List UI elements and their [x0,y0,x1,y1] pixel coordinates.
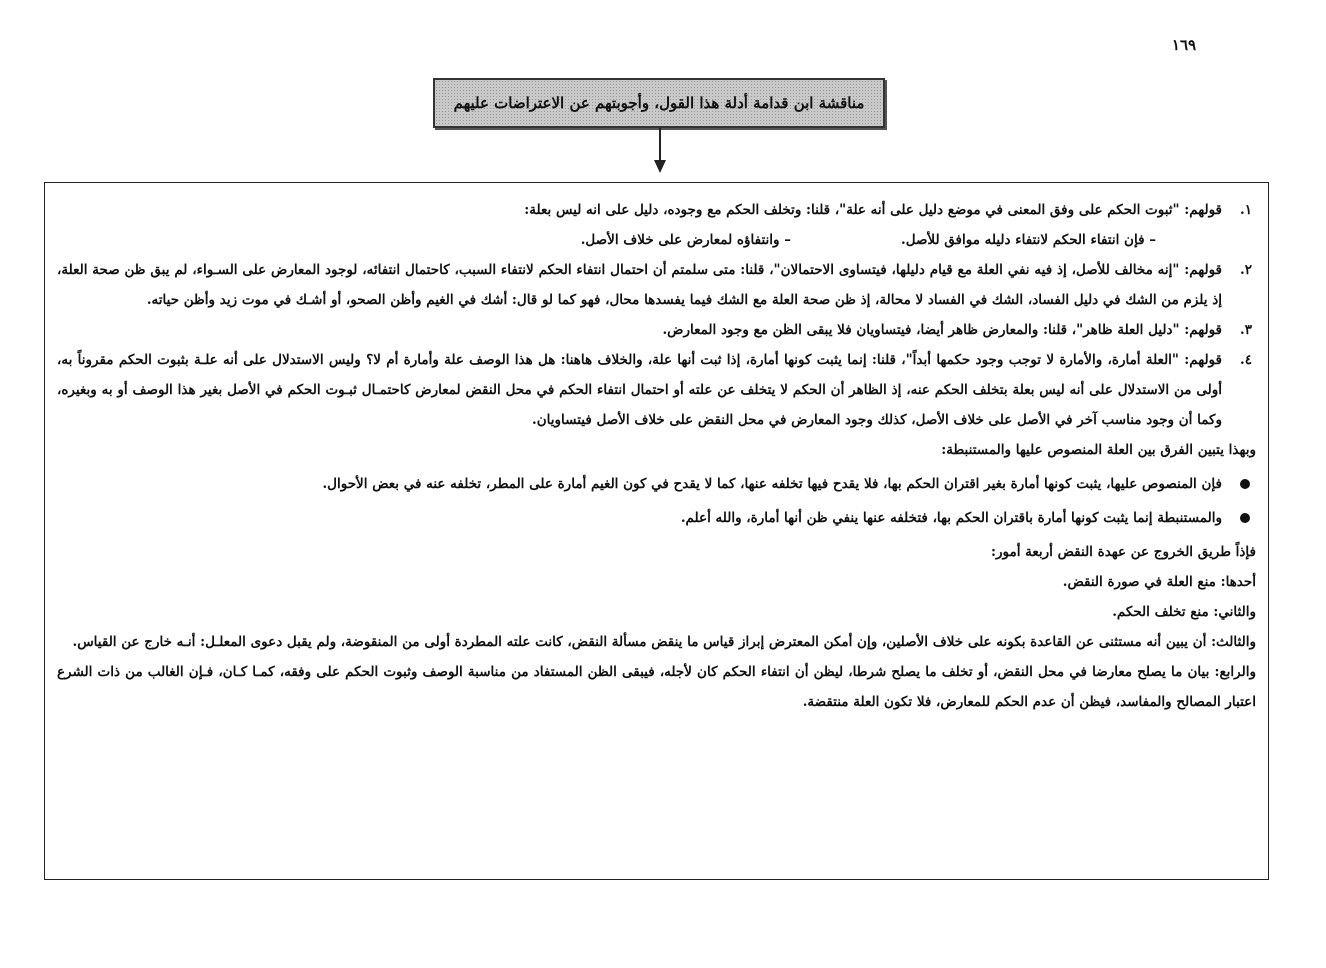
numbered-item-2 [57,255,1256,315]
item-text: قولهم: "ثبوت الحكم على وفق المعنى في موضع دليل على أنه علة"، قلنا: وتخلف الحكم مع وجوده، دليل على انه ليس بعلة: [524,202,1222,218]
item-number: ٤. [1240,352,1252,368]
numbered-item-4 [57,345,1256,435]
way-item-4: والرابع: بيان ما يصلح معارضا في محل النقض، أو تخلف ما يصلح شرطا، ليظن أن انتفاء الحكم كان لأجله، فيبقى الظن المستفاد من مناسبة الوصف وثبوت الحكم على وفقه، كمـا كـان، فـإن الغالب من ذات الشرع اعتبار المصالح والمفاسد، فيظن أن عدم الحكم للمعارض، فلا تكون العلة منتقضة. [57,664,1256,710]
item-text: قولهم: "العلة أمارة، والأمارة لا توجب وجود حكمها أبداً"، قلنا: إنما يثبت كونها أمارة، إذا ثبت أنها علة، والخلاف هاهنا: هل هذا الوصف علة وأمارة أم لا؟ وليس الاستدلال على أنه علـة بثبوت الحكم مقروناً به، أولى من الاستدلال على أنه ليس بعلة بتخلف الحكم عنه، إذ الظاهر أن الحكم لا يتخلف عن علته أو احتمال انتفاء الحكم في محل النقض لمعارض كاحتمـال ثبـوت الحكم في الأصل بغير هذا الوصف أو به وبغيره، وكما أن وجود مناسب آخر في الأصل على خلاف الأصل، كذلك وجود المعارض في محل النقض على خلاف الأصل فيتساويان. [57,352,1222,428]
page-number: ١٦٩ [1171,36,1197,54]
bullet-item [57,503,1256,533]
difference-intro: وبهذا يتبين الفرق بين العلة المنصوص عليها والمستنبطة: [941,442,1256,458]
bullet-dot-icon [1240,479,1250,489]
numbered-item-1 [57,195,1256,225]
way-item-1: أحدها: منع العلة في صورة النقض. [1062,574,1256,590]
item-number: ٣. [1240,322,1252,338]
down-arrow-line [659,128,661,162]
bullet-text: فإن المنصوص عليها، يثبت كونها أمارة بغير اقتران الحكم بها، فلا يقدح فيها تخلفه عنها، كما لا يقدح في كون الغيم أمارة على المطر، تخلفه عنه في بعض الأحوال. [322,476,1222,492]
bullet-dot-icon [1240,513,1250,523]
sub-point-a: – فإن انتفاء الحكم لانتفاء دليله موافق للأصل. [901,232,1156,248]
ways-intro: فإذاً طريق الخروج عن عهدة النقض أربعة أمور: [990,544,1256,560]
title-box [433,78,885,128]
item-number: ٢. [1240,262,1252,278]
bullet-text: والمستنبطة إنما يثبت كونها أمارة باقتران الحكم بها، فتخلفه عنها ينفي ظن أنها أمارة، والله أعلم. [680,510,1222,526]
section-title: مناقشة ابن قدامة أدلة هذا القول، وأجوبتهم عن الاعتراضات عليهم [453,94,865,112]
sub-point-b: – وانتفاؤه لمعارض على خلاف الأصل. [580,232,792,248]
sub-points-row [57,225,1256,255]
item-number: ١. [1240,202,1252,218]
item-text: قولهم: "إنه مخالف للأصل، إذ فيه نفي العلة مع قيام دليلها، فيتساوى الاحتمالان"، قلنا: متى سلمتم أن احتمال انتفاء الحكم لانتفاء السبب، كاحتمال انتفائه، لوجود المعارض على السـواء، لم يبق ظن صحة العلة، إذ يلزم من الشك في دليل الفساد، الشك في الفساد لا محالة، إذ ظن صحة العلة مع الشك فيما يفسدها محال، فهو كما لو قال: أشك في الغيم وأظن الصحو، أو أشـك في موت زيد وأظن حياته. [57,262,1222,308]
numbered-item-3 [57,315,1256,345]
way-item-2: والثاني: منع تخلف الحكم. [1112,604,1256,620]
way-item-3: والثالث: أن يبين أنه مستثنى عن القاعدة بكونه على خلاف الأصلين، وإن أمكن المعترض إبراز قياس ما ينقض مسألة النقض، كانت علته المطردة أولى من المنقوضة، ولم يقبل دعوى المعلـل: أنـه خارج عن القياس. [72,634,1256,650]
down-arrow-icon [654,160,666,173]
item-text: قولهم: "دليل العلة ظاهر"، قلنا: والمعارض ظاهر أيضا، فيتساويان فلا يبقى الظن مع وجود المعارض. [662,322,1222,338]
bullet-item [57,469,1256,499]
content-box [44,182,1269,880]
